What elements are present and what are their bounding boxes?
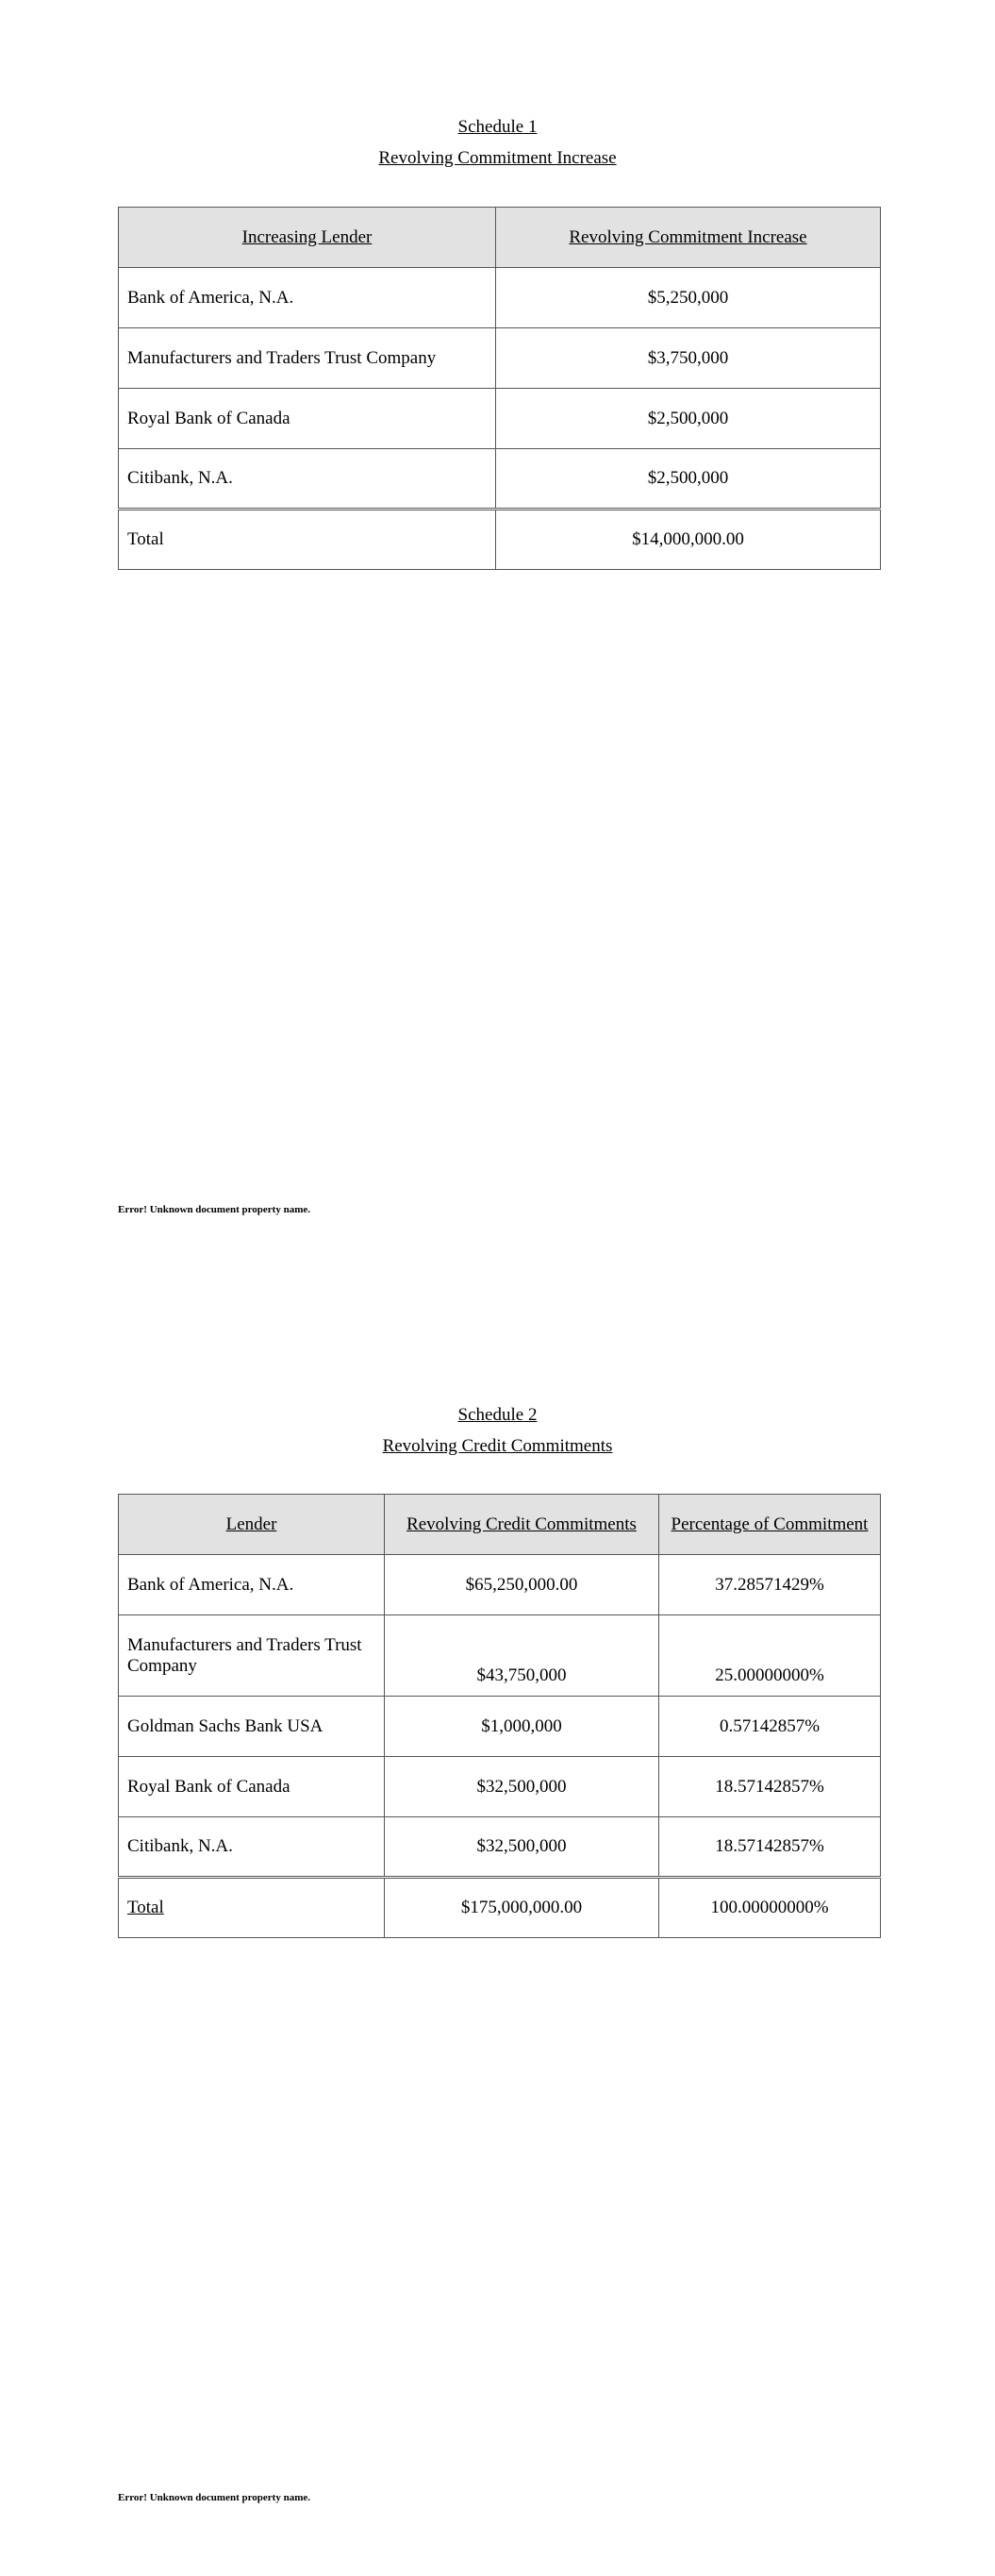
schedule-2-subtitle: Revolving Credit Commitments	[382, 1436, 613, 1456]
table-row	[119, 1697, 881, 1757]
lender-name: Bank of America, N.A.	[119, 1555, 385, 1615]
total-label: Total	[119, 510, 496, 570]
header-lender: Lender	[119, 1495, 385, 1555]
lender-name: Citibank, N.A.	[119, 1817, 385, 1878]
commitment-amount: $3,750,000	[496, 328, 881, 389]
table-row	[119, 1817, 881, 1878]
header-percentage-of-commitment: Percentage of Commitment	[659, 1495, 881, 1555]
commitment-amount: $65,250,000.00	[385, 1555, 659, 1615]
lender-name: Citibank, N.A.	[119, 449, 496, 510]
total-amount: $175,000,000.00	[385, 1878, 659, 1938]
table-row	[119, 389, 881, 449]
total-row	[119, 510, 881, 570]
commitment-percentage: 18.57142857%	[659, 1757, 881, 1817]
commitment-amount: $43,750,000	[385, 1615, 659, 1697]
total-amount: $14,000,000.00	[496, 510, 881, 570]
header-increasing-lender: Increasing Lender	[119, 208, 496, 268]
schedule-1-subtitle: Revolving Commitment Increase	[378, 148, 617, 168]
table-header-row	[119, 1495, 881, 1555]
lender-name: Manufacturers and Traders Trust Company	[119, 1615, 385, 1697]
revolving-commitment-increase-table	[118, 207, 881, 570]
commitment-amount: $5,250,000	[496, 268, 881, 328]
commitment-percentage: 37.28571429%	[659, 1555, 881, 1615]
commitment-percentage: 18.57142857%	[659, 1817, 881, 1878]
lender-name: Bank of America, N.A.	[119, 268, 496, 328]
header-revolving-commitment-increase: Revolving Commitment Increase	[496, 208, 881, 268]
table-header-row	[119, 208, 881, 268]
total-row	[119, 1878, 881, 1938]
lender-name: Royal Bank of Canada	[119, 1757, 385, 1817]
schedule-2-title: Schedule 2	[457, 1405, 538, 1425]
header-revolving-credit-commitments: Revolving Credit Commitments	[385, 1495, 659, 1555]
table-row	[119, 449, 881, 510]
commitment-amount: $1,000,000	[385, 1697, 659, 1757]
commitment-amount: $32,500,000	[385, 1757, 659, 1817]
schedule-1-title: Schedule 1	[457, 117, 538, 137]
table-row	[119, 328, 881, 389]
commitment-amount: $32,500,000	[385, 1817, 659, 1878]
commitment-percentage: 0.57142857%	[659, 1697, 881, 1757]
page-schedule-2	[0, 1288, 995, 2576]
table-row	[119, 268, 881, 328]
lender-name: Royal Bank of Canada	[119, 389, 496, 449]
footer-error-text: Error! Unknown document property name.	[118, 1204, 311, 1215]
table-row	[119, 1555, 881, 1615]
commitment-amount: $2,500,000	[496, 449, 881, 510]
total-label: Total	[119, 1878, 385, 1938]
commitment-percentage: 25.00000000%	[659, 1615, 881, 1697]
lender-name: Manufacturers and Traders Trust Company	[119, 328, 496, 389]
total-percentage: 100.00000000%	[659, 1878, 881, 1938]
footer-error-text: Error! Unknown document property name.	[118, 2492, 311, 2503]
table-row	[119, 1615, 881, 1697]
lender-name: Goldman Sachs Bank USA	[119, 1697, 385, 1757]
table-row	[119, 1757, 881, 1817]
commitment-amount: $2,500,000	[496, 389, 881, 449]
revolving-credit-commitments-table	[118, 1494, 881, 1938]
